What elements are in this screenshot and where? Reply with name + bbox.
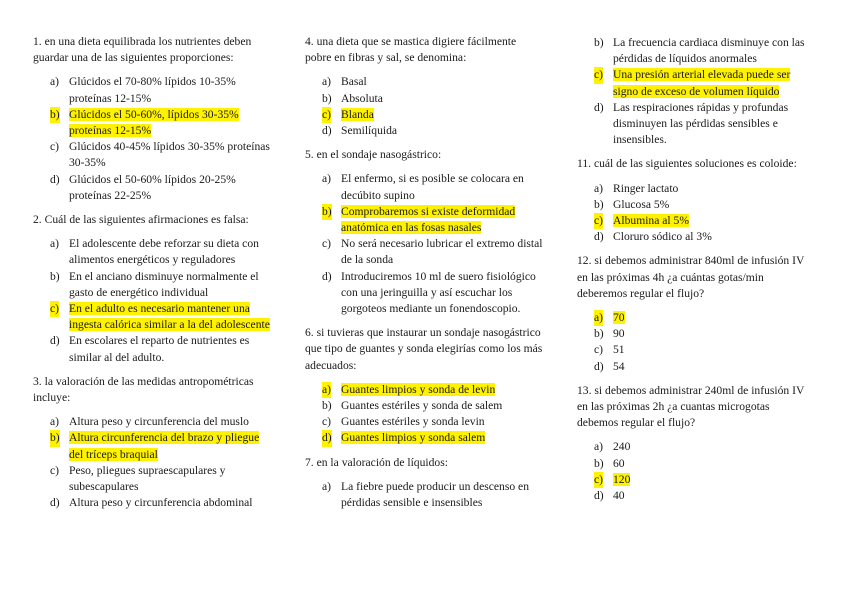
question-block: [577, 156, 812, 245]
option-item: [577, 310, 812, 326]
option-item: [33, 107, 273, 139]
option-letter: a): [322, 172, 332, 186]
option-letter: c): [322, 237, 332, 251]
option-letter: a): [594, 181, 604, 195]
option-text: Albumina al 5%: [613, 214, 689, 228]
option-letter: a): [50, 237, 60, 251]
option-text: Glúcidos el 70-80% lípidos 10-35% proteínas 12-15%: [69, 75, 236, 105]
option-item: [33, 236, 273, 268]
question-block: [305, 34, 543, 139]
option-text: Una presión arterial elevada puede ser signo de exceso de volumen líquido: [613, 68, 791, 98]
options-list: [305, 74, 543, 139]
option-text: Comprobaremos si existe deformidad anatómica en las fosas nasales: [341, 204, 516, 235]
options-list: [577, 181, 812, 246]
option-text: La fiebre puede producir un descenso en pérdidas sensible e insensibles: [341, 479, 529, 510]
option-text: Basal: [341, 75, 367, 89]
question-title: 4. una dieta que se mastica digiere fácilmente pobre en fibras y sal, se denomina:: [305, 35, 517, 65]
option-item: [305, 414, 543, 430]
option-item: [33, 414, 273, 430]
option-letter: a): [322, 382, 331, 398]
option-item: [305, 398, 543, 414]
options-list: [577, 310, 812, 375]
option-text: No será necesario lubricar el extremo distal de la sonda: [341, 237, 543, 267]
option-item: [305, 123, 543, 139]
option-item: [577, 181, 812, 197]
option-item: [305, 269, 543, 318]
question-title: 2. Cuál de las siguientes afirmaciones es falsa:: [33, 213, 249, 227]
option-text: Guantes estériles y sonda levin: [341, 415, 485, 429]
options-list: [577, 439, 812, 504]
option-letter: a): [594, 310, 603, 326]
question-title: 6. si tuvieras que instaurar un sondaje nasogástrico que tipo de guantes y sonda elegirías como los más adecuados:: [305, 326, 543, 372]
option-item: [577, 488, 812, 504]
option-item: [33, 463, 273, 495]
option-text: Guantes estériles y sonda de salem: [341, 399, 503, 413]
option-item: [33, 269, 273, 301]
option-text: Altura peso y circunferencia del muslo: [69, 415, 249, 429]
option-text: 240: [613, 440, 631, 454]
option-letter: a): [50, 415, 60, 429]
option-item: [33, 333, 273, 365]
question-continuation: [577, 35, 812, 148]
option-letter: d): [50, 334, 60, 348]
option-item: [305, 382, 543, 398]
option-item: [305, 430, 543, 446]
option-text: El adolescente debe reforzar su dieta con alimentos energéticos y reguladores: [69, 237, 259, 267]
option-letter: d): [322, 269, 332, 283]
option-text: El enfermo, si es posible se colocara en decúbito supino: [341, 172, 524, 202]
option-text: Las respiraciones rápidas y profundas disminuyen las pérdidas sensibles e insensibles.: [613, 100, 789, 147]
option-text: 54: [613, 359, 625, 373]
option-letter: d): [50, 172, 60, 186]
option-text: Ringer lactato: [613, 181, 679, 195]
option-letter: a): [594, 440, 604, 454]
option-item: [577, 439, 812, 455]
option-item: [577, 35, 812, 67]
option-text: En el adulto es necesario mantener una ingesta calórica similar a la del adolescente: [69, 302, 270, 332]
option-item: [577, 456, 812, 472]
option-text: Blanda: [341, 107, 374, 121]
options-list: [33, 414, 273, 511]
question-block: [305, 455, 543, 512]
option-letter: b): [50, 430, 60, 446]
option-text: 60: [613, 456, 625, 470]
option-text: La frecuencia cardiaca disminuye con las pérdidas de líquidos anormales: [613, 36, 805, 66]
option-letter: c): [594, 213, 603, 229]
option-text: Absoluta: [341, 91, 383, 105]
option-letter: b): [50, 269, 60, 283]
question-block: [305, 147, 543, 317]
question-title: 11. cuál de las siguientes soluciones es coloide:: [577, 157, 797, 171]
option-item: [305, 107, 543, 123]
option-text: Guantes limpios y sonda de levin: [341, 382, 496, 396]
option-text: 70: [613, 311, 625, 325]
option-text: En el anciano disminuye normalmente el gasto de energético individual: [69, 269, 259, 299]
option-letter: b): [50, 107, 60, 123]
option-item: [33, 172, 273, 204]
options-list: [33, 74, 273, 204]
question-block: [33, 374, 273, 512]
option-text: Altura circunferencia del brazo y pliegue del tríceps braquial: [69, 431, 260, 461]
option-letter: d): [322, 124, 332, 138]
option-letter: b): [594, 197, 604, 211]
option-text: Altura peso y circunferencia abdominal: [69, 496, 253, 510]
option-letter: b): [594, 36, 604, 49]
option-letter: d): [594, 100, 604, 114]
question-block: [577, 383, 812, 504]
question-title: 5. en el sondaje nasogástrico:: [305, 148, 442, 162]
option-text: Cloruro sódico al 3%: [613, 230, 712, 244]
question-title: 7. en la valoración de líquidos:: [305, 455, 448, 469]
option-text: Guantes limpios y sonda salem: [341, 431, 486, 445]
option-item: [305, 74, 543, 90]
option-letter: d): [594, 489, 604, 503]
option-letter: b): [322, 204, 332, 220]
option-item: [577, 472, 812, 488]
option-letter: d): [50, 496, 60, 510]
option-item: [33, 139, 273, 171]
question-block: [33, 212, 273, 366]
option-letter: c): [50, 140, 60, 154]
option-text: 40: [613, 489, 625, 503]
option-item: [33, 495, 273, 511]
options-list: [305, 171, 543, 317]
option-text: En escolares el reparto de nutrientes es similar al del adulto.: [69, 334, 250, 364]
option-text: Introduciremos 10 ml de suero fisiológico con una jeringuilla y así escuchar los gorgoteos mediante un fonendoscopio.: [341, 269, 536, 316]
option-letter: c): [50, 463, 60, 477]
options-list: [305, 479, 543, 511]
column-3: [577, 35, 812, 512]
option-item: [577, 342, 812, 358]
option-text: Glúcidos el 50-60% lípidos 20-25% proteínas 22-25%: [69, 172, 236, 202]
option-text: Peso, pliegues supraescapulares y subescapulares: [69, 463, 226, 494]
option-text: Glúcidos el 50-60%, lípidos 30-35% proteínas 12-15%: [69, 107, 239, 138]
option-text: Semilíquida: [341, 124, 398, 138]
option-item: [577, 67, 812, 99]
option-letter: d): [322, 430, 332, 446]
option-letter: c): [594, 472, 603, 488]
option-item: [305, 204, 543, 236]
option-item: [33, 301, 273, 333]
options-list: [577, 35, 812, 148]
option-letter: c): [322, 107, 331, 123]
option-item: [577, 229, 812, 245]
option-item: [33, 74, 273, 106]
option-text: 120: [613, 472, 631, 486]
option-letter: a): [322, 479, 332, 493]
option-item: [577, 100, 812, 149]
option-item: [305, 91, 543, 107]
question-title: 13. si debemos administrar 240ml de infusión IV en las próximas 2h ¿a cuantas microgotas debemos regular el flujo?: [577, 383, 805, 430]
option-item: [33, 430, 273, 462]
option-item: [577, 197, 812, 213]
question-block: [305, 325, 543, 446]
option-letter: c): [322, 415, 332, 429]
option-letter: c): [594, 343, 604, 357]
options-list: [33, 236, 273, 366]
question-title: 12. si debemos administrar 840ml de infusión IV en las próximas 4h ¿a cuántas gotas/min deberemos regular el flujo?: [577, 254, 805, 300]
option-letter: b): [594, 456, 604, 470]
option-letter: b): [322, 91, 332, 105]
option-text: 90: [613, 327, 625, 341]
option-item: [305, 236, 543, 268]
option-item: [305, 171, 543, 203]
option-item: [577, 326, 812, 342]
option-item: [577, 359, 812, 375]
option-letter: c): [50, 301, 59, 317]
option-letter: d): [594, 359, 604, 373]
option-letter: d): [594, 230, 604, 244]
option-letter: a): [50, 75, 60, 89]
option-letter: b): [322, 399, 332, 413]
option-item: [577, 213, 812, 229]
question-block: [577, 253, 812, 374]
option-letter: c): [594, 67, 603, 83]
column-2: [305, 34, 543, 519]
column-1: [33, 34, 273, 519]
question-block: [33, 34, 273, 204]
option-text: Glúcidos 40-45% lípidos 30-35% proteínas 30-35%: [69, 140, 270, 170]
options-list: [305, 382, 543, 447]
option-letter: a): [322, 75, 332, 89]
question-title: 3. la valoración de las medidas antropométricas incluye:: [33, 374, 254, 405]
question-title: 1. en una dieta equilibrada los nutrientes deben guardar una de las siguientes proporciones:: [33, 35, 252, 65]
option-text: 51: [613, 343, 625, 357]
option-letter: b): [594, 327, 604, 341]
option-text: Glucosa 5%: [613, 197, 670, 211]
option-item: [305, 479, 543, 511]
